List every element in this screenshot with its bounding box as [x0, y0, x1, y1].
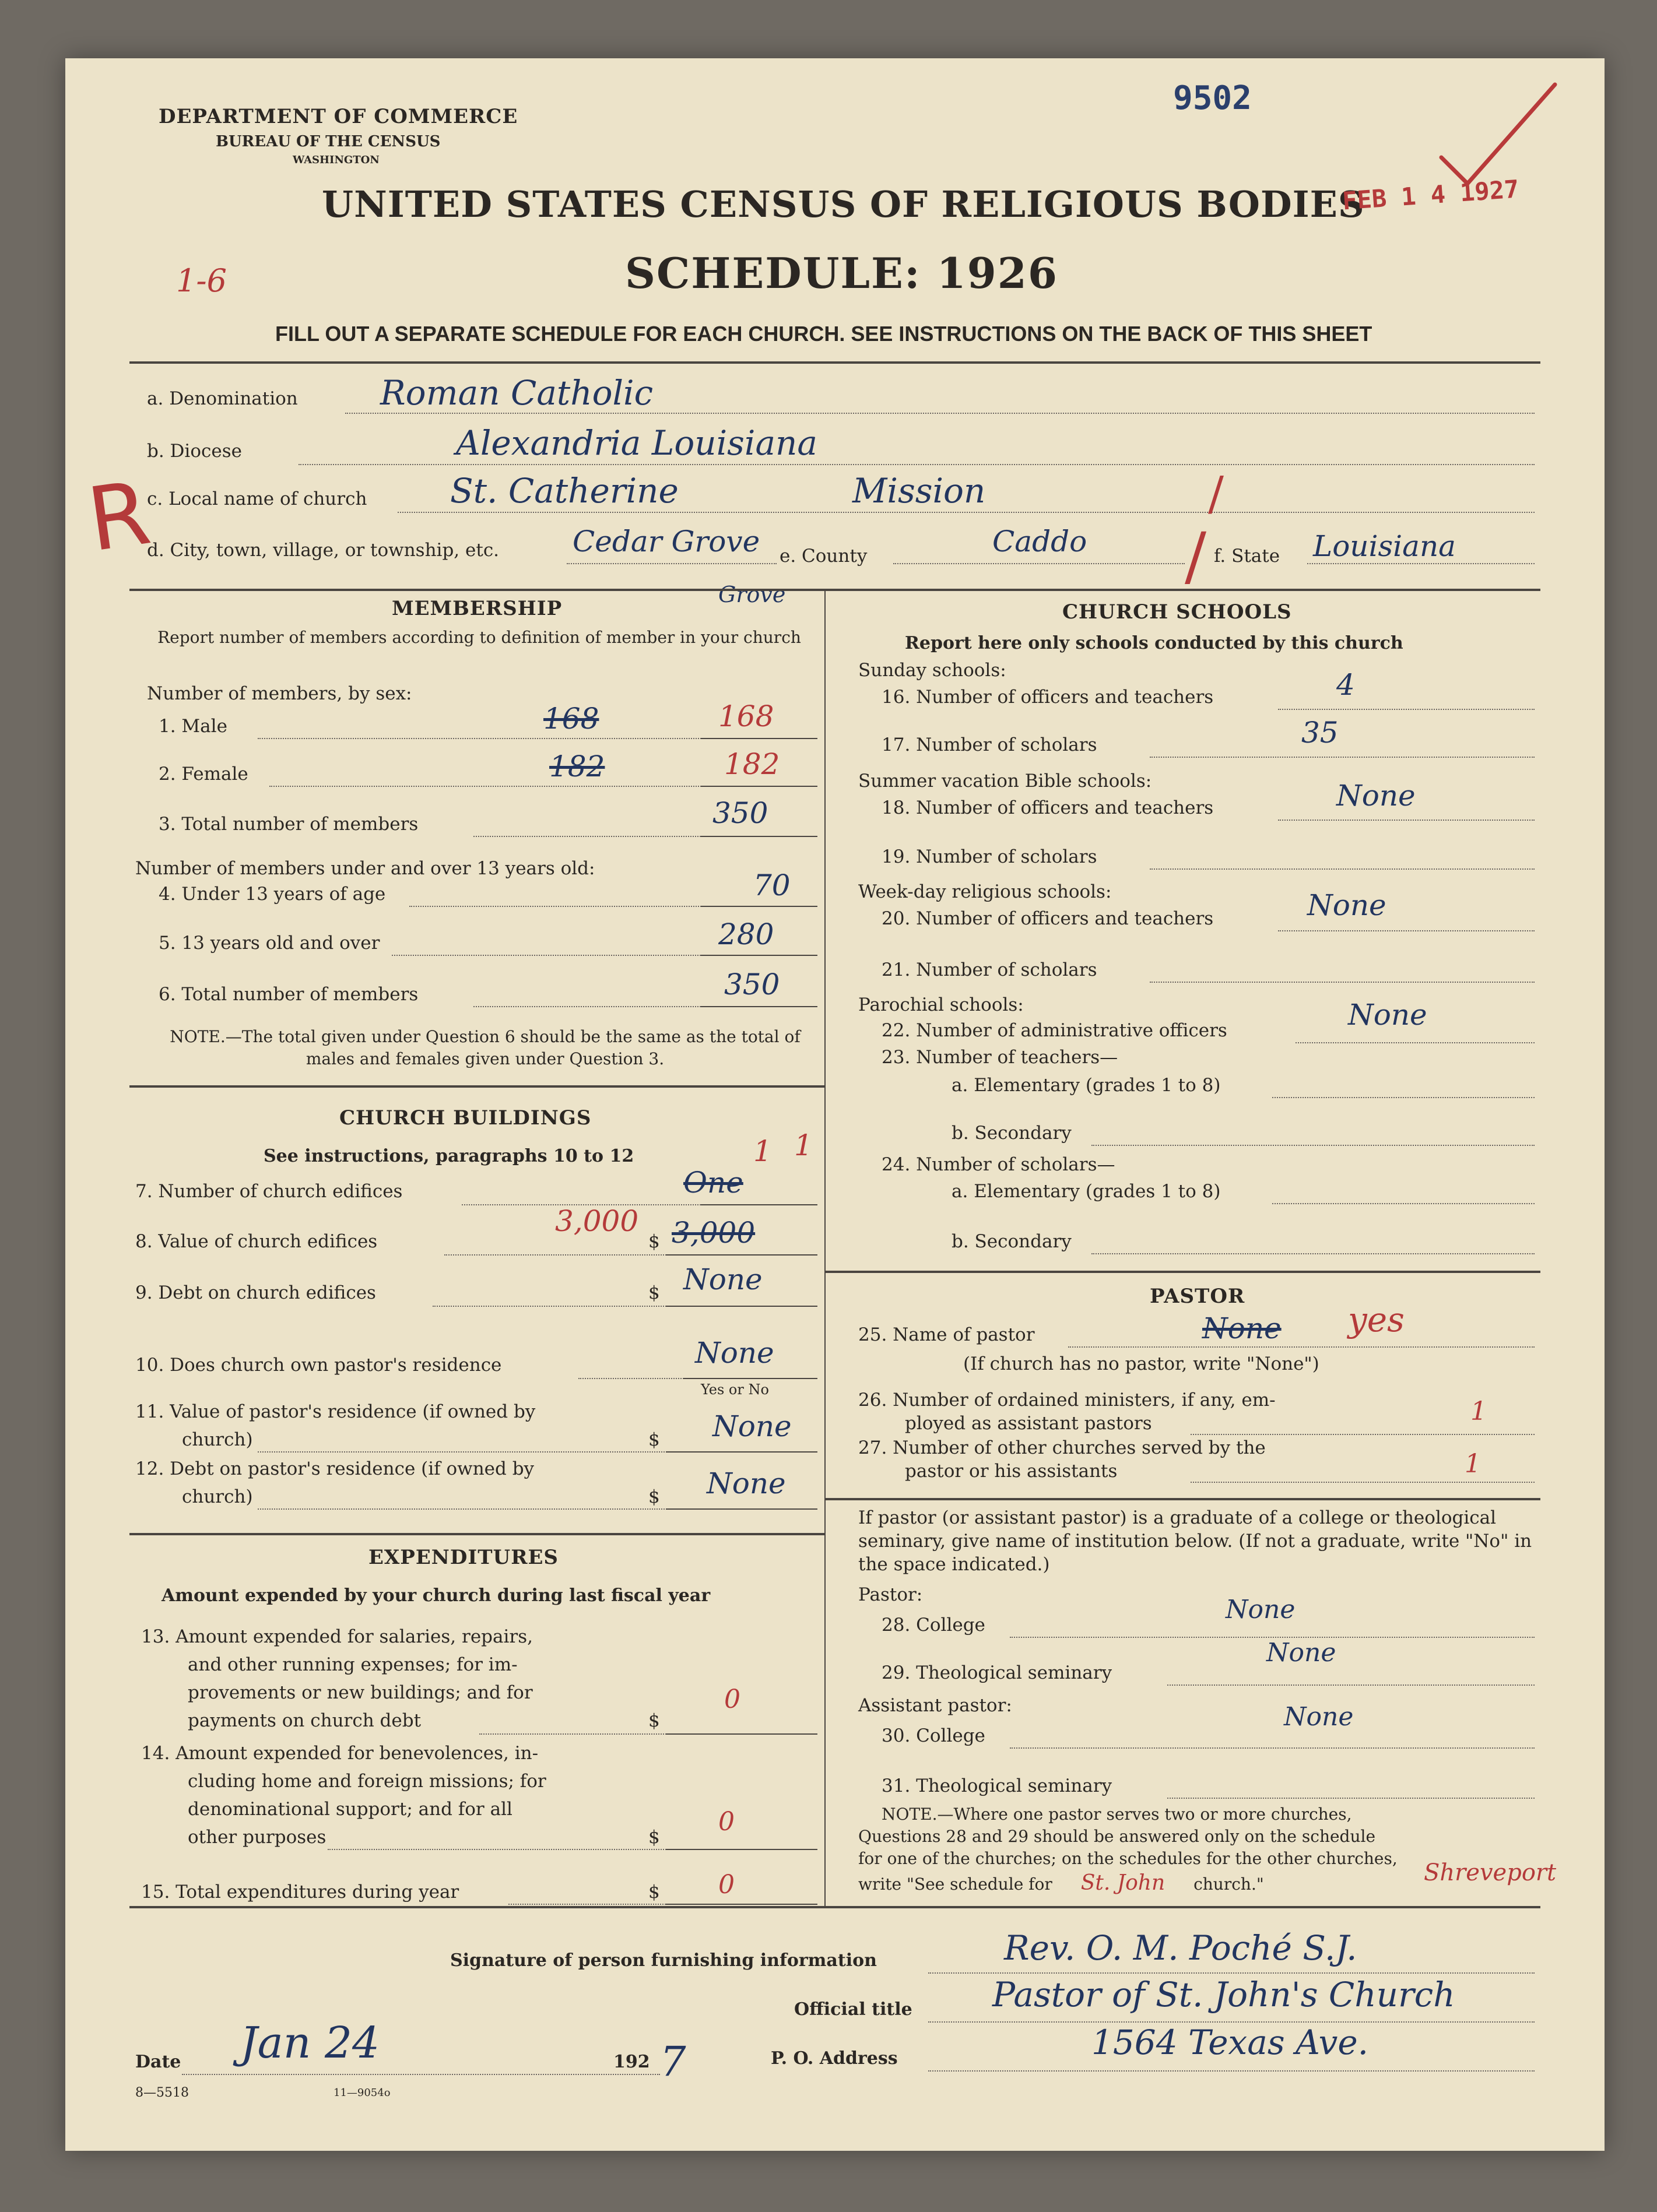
dollar-sign: $ [648, 1710, 660, 1731]
parochial-teachers-label: 23. Number of teachers— [882, 1047, 1118, 1068]
church-name-extra: Mission [852, 471, 986, 511]
summer-teachers-label: 18. Number of officers and teachers [882, 797, 1214, 818]
benevolences-label-2: cluding home and foreign missions; for [188, 1771, 546, 1792]
margin-annotation: 1-6 [176, 262, 227, 299]
graduate-note: If pastor (or assistant pastor) is a graduate of a college or theological seminary, give name of institution below. (If not a graduate, write "No" in the space indicated.) [858, 1507, 1532, 1575]
state-value: Louisiana [1313, 529, 1456, 563]
parochial-scholars-label: 24. Number of scholars— [882, 1154, 1115, 1175]
schedule-year-title: SCHEDULE: 1926 [625, 248, 1058, 298]
yes-no-hint: Yes or No [701, 1381, 769, 1398]
asst-ministers-label-1: 26. Number of ordained ministers, if any, em- [858, 1390, 1276, 1411]
sunday-teachers-label: 16. Number of officers and teachers [882, 687, 1214, 708]
male-value: 168 [718, 699, 774, 733]
male-struck-value: 168 [543, 702, 599, 736]
pastor-subhead: Pastor: [858, 1584, 923, 1605]
county-label: e. County [780, 546, 868, 567]
dollar-sign: $ [648, 1429, 660, 1450]
census-schedule-sheet [65, 58, 1605, 2151]
membership-note: NOTE.—The total given under Question 6 should be the same as the total of males and females given under Question 3. [170, 1027, 801, 1068]
pastor-note-city: Shreveport [1424, 1859, 1557, 1886]
city-value: Cedar Grove [573, 525, 760, 558]
edifices-value-label: 8. Value of church edifices [135, 1231, 378, 1252]
sunday-schools-label: Sunday schools: [858, 660, 1006, 681]
department-name: DEPARTMENT OF COMMERCE [159, 105, 518, 128]
bureau-city: WASHINGTON [293, 154, 380, 166]
checkmark-icon [1430, 76, 1564, 192]
residence-debt-label-1: 12. Debt on pastor's residence (if owned by [135, 1458, 535, 1479]
expenditures-subheading: Amount expended by your church during last fiscal year [162, 1585, 711, 1606]
edifices-value-struck: 3,000 [672, 1216, 756, 1250]
year-prefix: 192 [613, 2052, 650, 2072]
instruction-banner: FILL OUT A SEPARATE SCHEDULE FOR EACH CHURCH. SEE INSTRUCTIONS ON THE BACK OF THIS SHEET [275, 322, 1372, 346]
dollar-sign: $ [648, 1827, 660, 1848]
pastor-note-line2: Questions 28 and 29 should be answered only on the schedule [858, 1827, 1376, 1846]
assistant-pastor-subhead: Assistant pastor: [858, 1695, 1012, 1716]
residence-value-label-1: 11. Value of pastor's residence (if owned by [135, 1401, 536, 1422]
pastor-seminary-label: 29. Theological seminary [882, 1662, 1112, 1683]
owns-residence-value: None [695, 1336, 774, 1370]
official-title-label: Official title [794, 1999, 912, 2020]
running-expenses-label-3: provements or new buildings; and for [188, 1682, 533, 1703]
margin-letter: R [82, 462, 156, 572]
under13-value: 70 [753, 868, 791, 902]
form-number: 8—5518 [135, 2086, 189, 2100]
serial-number-stamp: 9502 [1173, 79, 1252, 117]
pastor-name-hint: (If church has no pastor, write "None") [963, 1353, 1319, 1374]
asst-ministers-value: 1 [1470, 1397, 1487, 1426]
residence-value: None [712, 1409, 792, 1443]
parochial-officers-value: None [1348, 998, 1427, 1032]
running-expenses-label-1: 13. Amount expended for salaries, repairs, [141, 1626, 533, 1647]
weekday-scholars-label: 21. Number of scholars [882, 959, 1097, 980]
edifices-debt-label: 9. Debt on church edifices [135, 1282, 376, 1303]
print-number: 11—9054o [333, 2087, 391, 2099]
dollar-sign: $ [648, 1882, 660, 1902]
benevolences-label-4: other purposes [188, 1827, 327, 1848]
residence-debt-label-2: church) [182, 1486, 253, 1507]
pastor-note-line4 [858, 1871, 1264, 1895]
signature-value: Rev. O. M. Poché S.J. [1004, 1928, 1357, 1968]
schools-subheading: Report here only schools conducted by this church [905, 633, 1403, 653]
pastor-note-church: St. John [1080, 1871, 1165, 1895]
dollar-sign: $ [648, 1231, 660, 1252]
residence-debt-value: None [707, 1467, 786, 1500]
pastor-name-label: 25. Name of pastor [858, 1324, 1035, 1345]
buildings-subheading: See instructions, paragraphs 10 to 12 [264, 1146, 634, 1166]
denomination-label: a. Denomination [147, 388, 298, 409]
buildings-heading: CHURCH BUILDINGS [339, 1106, 592, 1130]
total-expenditures-value: 0 [718, 1870, 735, 1900]
weekday-teachers-value: None [1307, 888, 1386, 922]
total-members-label: 3. Total number of members [159, 814, 419, 835]
running-expenses-label-4: payments on church debt [188, 1710, 422, 1731]
benevolences-value: 0 [718, 1807, 735, 1837]
year-digit: 7 [660, 2038, 686, 2086]
over13-label: 5. 13 years old and over [159, 933, 380, 954]
edifices-count-value: 1 [753, 1134, 772, 1168]
red-tick: / [1185, 519, 1207, 593]
bureau-name: BUREAU OF THE CENSUS [216, 133, 441, 150]
owns-residence-label: 10. Does church own pastor's residence [135, 1355, 502, 1376]
church-name-value: St. Catherine [450, 471, 679, 511]
weekday-schools-label: Week-day religious schools: [858, 881, 1112, 902]
expenditures-heading: EXPENDITURES [368, 1546, 559, 1569]
edifices-debt-value: None [683, 1263, 763, 1296]
edifices-count-label: 7. Number of church edifices [135, 1181, 403, 1202]
running-expenses-label-2: and other running expenses; for im- [188, 1654, 518, 1675]
asst-seminary-label: 31. Theological seminary [882, 1775, 1112, 1796]
pastor-seminary-value: None [1266, 1638, 1336, 1668]
other-churches-label-2: pastor or his assistants [905, 1461, 1118, 1482]
under13-label: 4. Under 13 years of age [159, 884, 386, 905]
pastor-name-value: yes [1348, 1300, 1405, 1339]
form-title: UNITED STATES CENSUS OF RELIGIOUS BODIES [322, 183, 1365, 226]
over13-value: 280 [718, 917, 774, 951]
by-sex-label: Number of members, by sex: [147, 683, 412, 704]
diocese-value: Alexandria Louisiana [456, 423, 817, 463]
denomination-value: Roman Catholic [380, 373, 654, 413]
edifices-value: 3,000 [555, 1204, 639, 1238]
total-members-age-label: 6. Total number of members [159, 984, 419, 1005]
parochial-schools-label: Parochial schools: [858, 994, 1024, 1015]
other-churches-label-1: 27. Number of other churches served by the [858, 1437, 1266, 1458]
by-age-label: Number of members under and over 13 years old: [135, 858, 595, 879]
benevolences-label-1: 14. Amount expended for benevolences, in- [141, 1743, 539, 1764]
dollar-sign: $ [648, 1486, 660, 1507]
pastor-note-line3: for one of the churches; on the schedules for the other churches, [858, 1849, 1398, 1868]
weekday-teachers-label: 20. Number of officers and teachers [882, 908, 1214, 929]
county-value: Caddo [992, 525, 1087, 558]
membership-heading: MEMBERSHIP [392, 597, 563, 620]
received-date-stamp: FEB 1 4 1927 [1341, 174, 1520, 216]
red-check-mark: / [1208, 466, 1224, 521]
po-address-label: P. O. Address [771, 2048, 898, 2069]
signature-label: Signature of person furnishing information [450, 1950, 877, 1971]
pastor-college-value: None [1226, 1595, 1296, 1624]
asst-college-value: None [1284, 1702, 1354, 1732]
female-value: 182 [724, 747, 780, 781]
pastor-name-struck: None [1202, 1311, 1282, 1345]
edifices-count-struck: One [683, 1166, 743, 1200]
summer-schools-label: Summer vacation Bible schools: [858, 771, 1152, 792]
date-value: Jan 24 [240, 2018, 380, 2068]
city-label: d. City, town, village, or township, etc. [147, 540, 500, 561]
po-address-value: 1564 Texas Ave. [1091, 2023, 1369, 2062]
running-expenses-value: 0 [724, 1685, 740, 1714]
summer-teachers-value: None [1336, 779, 1416, 813]
parochial-officers-label: 22. Number of administrative officers [882, 1020, 1227, 1041]
pastor-note-prefix: write "See schedule for [858, 1875, 1052, 1894]
pastor-heading: PASTOR [1150, 1285, 1245, 1308]
summer-scholars-label: 19. Number of scholars [882, 846, 1097, 867]
total-expenditures-label: 15. Total expenditures during year [141, 1882, 459, 1902]
benevolences-label-3: denominational support; and for all [188, 1799, 512, 1820]
dollar-sign: $ [648, 1282, 660, 1303]
sunday-scholars-label: 17. Number of scholars [882, 734, 1097, 755]
total-members-age-value: 350 [724, 968, 780, 1001]
male-label: 1. Male [159, 716, 227, 737]
female-struck-value: 182 [549, 750, 605, 783]
sunday-teachers-value: 4 [1336, 668, 1355, 702]
diocese-label: b. Diocese [147, 441, 242, 462]
pastor-note-suffix: church." [1193, 1875, 1264, 1894]
state-label: f. State [1214, 546, 1280, 567]
secondary-scholars-label: b. Secondary [952, 1231, 1072, 1252]
date-label: Date [135, 2052, 181, 2072]
pastor-note-line1: NOTE.—Where one pastor serves two or more churches, [882, 1805, 1352, 1824]
official-title-value: Pastor of St. John's Church [992, 1975, 1455, 2014]
female-label: 2. Female [159, 764, 248, 785]
total-members-value: 350 [712, 796, 768, 830]
schools-heading: CHURCH SCHOOLS [1062, 600, 1292, 624]
buildings-red-mark: 1 [794, 1128, 813, 1162]
secondary-teachers-label: b. Secondary [952, 1123, 1072, 1144]
elementary-teachers-label: a. Elementary (grades 1 to 8) [952, 1075, 1221, 1096]
residence-value-label-2: church) [182, 1429, 253, 1450]
city-correction: Grove [718, 582, 786, 607]
asst-ministers-label-2: ployed as assistant pastors [905, 1413, 1152, 1434]
membership-intro: Report number of members according to definition of member in your church [157, 628, 801, 647]
pastor-college-label: 28. College [882, 1615, 985, 1636]
church-name-label: c. Local name of church [147, 488, 367, 509]
asst-college-label: 30. College [882, 1725, 985, 1746]
elementary-scholars-label: a. Elementary (grades 1 to 8) [952, 1181, 1221, 1202]
sunday-scholars-value: 35 [1301, 716, 1339, 750]
other-churches-value: 1 [1465, 1449, 1481, 1479]
